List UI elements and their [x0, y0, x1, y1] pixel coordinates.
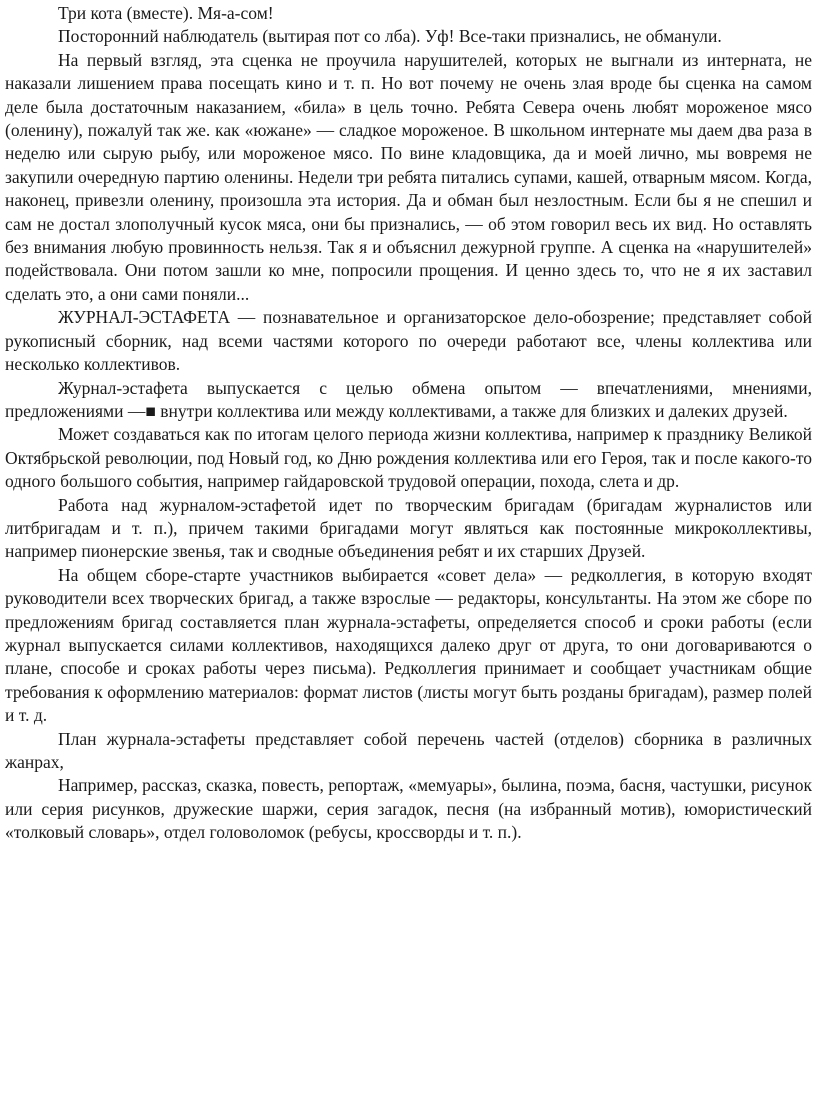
- paragraph-journal-relay-occasion: Может создаваться как по итогам целого периода жизни коллектива, например к празднику Великой Октябрьской революции, под Новый год, ко Дню рождения коллектива или его Героя, так и после какого-то одного большого события, например гайдаровской трудовой операции, похода, слета и др.: [5, 424, 812, 492]
- paragraph-first-glance: На первый взгляд, эта сценка не проучила нарушителей, которых не выгнали из интерната, не наказали лишением права посещать кино и т. п. Но вот почему не очень злая вроде бы сценка на самом деле была достаточным наказанием, «била» в цель точно. Ребята Севера очень любят мороженое мясо (оленину), пожалуй так же. как «южане» — сладкое мороженое. В школьном интернате мы даем два раза в неделю или сырую рыбу, или мороженое мясо. По вине кладовщика, да и моей лично, мы вовремя не закупили очередную партию оленины. Недели три ребята питались супами, кашей, отварным мясом. Когда, наконец, привезли оленину, произошла эта история. Да и обман был незлостным. Если бы я не спешил и сам не достал злополучный кусок мяса, они бы признались, — об этом говорил весь их вид. Но оставлять без внимания любую провинность нельзя. Так я и объяснил дежурной группе. А сценка на «нарушителей» подействовала. Они потом зашли ко мне, попросили прощения. И ценно здесь то, что не я их заставил сделать это, а они сами поняли...: [5, 49, 812, 304]
- paragraph-three-cats: Три кота (вместе). Мя-а-сом!: [58, 3, 274, 23]
- paragraph-observer: Посторонний наблюдатель (вытирая пот со лба). Уф! Все-таки признались, не обманули.: [58, 26, 722, 47]
- paragraph-creative-brigades: Работа над журналом-эстафетой идет по творческим бригадам (бригадам журналистов или литбригадам и т. п.), причем такими бригадами могут являться как постоянные микроколлективы, например пионерские звенья, так и сводные объединения ребят и их старших Друзей.: [5, 494, 812, 562]
- paragraph-journal-relay-purpose: Журнал-эстафета выпускается с целью обмена опытом — впечатлениями, мнениями, предложениями —■ внутри коллектива или между коллективами, а также для близких и далеких друзей.: [5, 377, 812, 421]
- paragraph-general-meeting: На общем сборе-старте участников выбирается «совет дела» — редколлегия, в которую входят руководители всех творческих бригад, а также взрослые — редакторы, консультанты. На этом же сборе по предложениям бригад составляется план журнала-эстафеты, определяется способ и сроки работы (если журнал выпускается силами коллективов, находящихся далеко друг от друга, то они договариваются о плане, способе и сроках работы через письма). Редколлегия принимает и сообщает участникам общие требования к оформлению материалов: формат листов (листы могут быть розданы бригадам), размер полей и т. д.: [5, 564, 812, 726]
- paragraph-journal-relay-definition: ЖУРНАЛ-ЭСТАФЕТА — познавательное и организаторское дело-обозрение; представляет собой рукописный сборник, над всеми частями которого по очереди работают все, члены коллектива или несколько коллективов.: [5, 307, 812, 375]
- paragraph-genres-list: Например, рассказ, сказка, повесть, репортаж, «мемуары», былина, поэма, басня, частушки, рисунок или серия рисунков, дружеские шаржи, серия загадок, песня (на избранный мотив), юмористический «толковый словарь», отдел головоломок (ребусы, кроссворды и т. п.).: [5, 775, 812, 843]
- paragraph-journal-plan: План журнала-эстафеты представляет собой перечень частей (отделов) сборника в различных жанрах,: [5, 728, 812, 772]
